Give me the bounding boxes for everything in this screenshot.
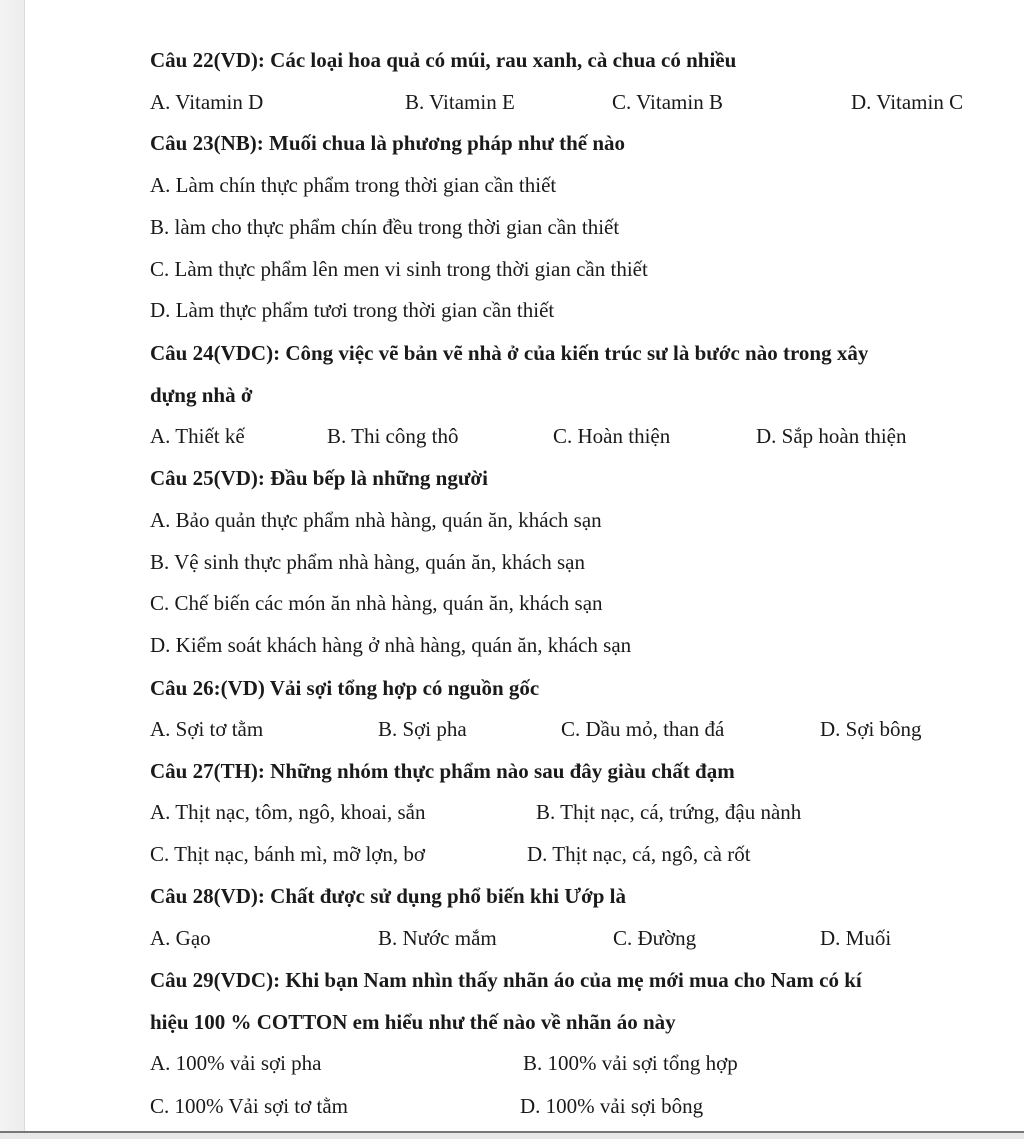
question-25-option-c: C. Chế biến các món ăn nhà hàng, quán ăn, khách sạn bbox=[150, 591, 603, 615]
question-29-option-c: C. 100% Vải sợi tơ tằm bbox=[150, 1094, 348, 1118]
question-27-option-c: C. Thịt nạc, bánh mì, mỡ lợn, bơ bbox=[150, 842, 425, 866]
question-29-stem-line2: hiệu 100 % COTTON em hiểu như thế nào về nhãn áo này bbox=[150, 1010, 676, 1034]
question-23-option-d: D. Làm thực phẩm tươi trong thời gian cần thiết bbox=[150, 298, 555, 322]
question-26-option-b: B. Sợi pha bbox=[378, 717, 467, 741]
question-29-option-b: B. 100% vải sợi tổng hợp bbox=[523, 1051, 738, 1075]
question-27-option-d: D. Thịt nạc, cá, ngô, cà rốt bbox=[527, 842, 751, 866]
question-26-option-c: C. Dầu mỏ, than đá bbox=[561, 717, 725, 741]
question-28-option-b: B. Nước mắm bbox=[378, 926, 497, 950]
question-24-option-c: C. Hoàn thiện bbox=[553, 424, 671, 448]
question-25-option-d: D. Kiểm soát khách hàng ở nhà hàng, quán ăn, khách sạn bbox=[150, 633, 632, 657]
question-23-stem: Câu 23(NB): Muối chua là phương pháp như thế nào bbox=[150, 131, 626, 155]
question-29-option-a: A. 100% vải sợi pha bbox=[150, 1051, 322, 1075]
question-25-stem: Câu 25(VD): Đầu bếp là những người bbox=[150, 466, 488, 490]
question-22-option-a: A. Vitamin D bbox=[150, 90, 264, 114]
question-26-stem: Câu 26:(VD) Vải sợi tổng hợp có nguồn gốc bbox=[150, 676, 540, 700]
question-22-option-b: B. Vitamin E bbox=[405, 90, 515, 114]
question-22-stem: Câu 22(VD): Các loại hoa quả có múi, rau xanh, cà chua có nhiều bbox=[150, 48, 737, 72]
question-27-stem: Câu 27(TH): Những nhóm thực phẩm nào sau đây giàu chất đạm bbox=[150, 759, 735, 783]
question-23-option-b: B. làm cho thực phẩm chín đều trong thời gian cần thiết bbox=[150, 215, 620, 239]
question-22-option-c: C. Vitamin B bbox=[612, 90, 723, 114]
question-24-option-b: B. Thi công thô bbox=[327, 424, 459, 448]
question-29-stem-line1: Câu 29(VDC): Khi bạn Nam nhìn thấy nhãn áo của mẹ mới mua cho Nam có kí bbox=[150, 968, 862, 992]
question-27-option-a: A. Thịt nạc, tôm, ngô, khoai, sắn bbox=[150, 800, 426, 824]
question-27-option-b: B. Thịt nạc, cá, trứng, đậu nành bbox=[536, 800, 802, 824]
question-23-option-c: C. Làm thực phẩm lên men vi sinh trong thời gian cần thiết bbox=[150, 257, 648, 281]
page-bottom-edge bbox=[0, 1131, 1024, 1139]
question-25-option-a: A. Bảo quản thực phẩm nhà hàng, quán ăn, khách sạn bbox=[150, 508, 602, 532]
question-23-option-a: A. Làm chín thực phẩm trong thời gian cần thiết bbox=[150, 173, 557, 197]
question-24-option-d: D. Sắp hoàn thiện bbox=[756, 424, 907, 448]
question-28-option-d: D. Muối bbox=[820, 926, 892, 950]
question-28-stem: Câu 28(VD): Chất được sử dụng phổ biến khi Ướp là bbox=[150, 884, 626, 908]
question-26-option-a: A. Sợi tơ tằm bbox=[150, 717, 264, 741]
question-24-option-a: A. Thiết kế bbox=[150, 424, 245, 448]
question-28-option-a: A. Gạo bbox=[150, 926, 211, 950]
question-24-stem-line2: dựng nhà ở bbox=[150, 383, 253, 407]
page-margin bbox=[0, 0, 25, 1139]
question-25-option-b: B. Vệ sinh thực phẩm nhà hàng, quán ăn, khách sạn bbox=[150, 550, 585, 574]
question-22-option-d: D. Vitamin C bbox=[851, 90, 964, 114]
question-24-stem-line1: Câu 24(VDC): Công việc vẽ bản vẽ nhà ở của kiến trúc sư là bước nào trong xây bbox=[150, 341, 869, 365]
question-26-option-d: D. Sợi bông bbox=[820, 717, 922, 741]
question-29-option-d: D. 100% vải sợi bông bbox=[520, 1094, 704, 1118]
question-28-option-c: C. Đường bbox=[613, 926, 697, 950]
